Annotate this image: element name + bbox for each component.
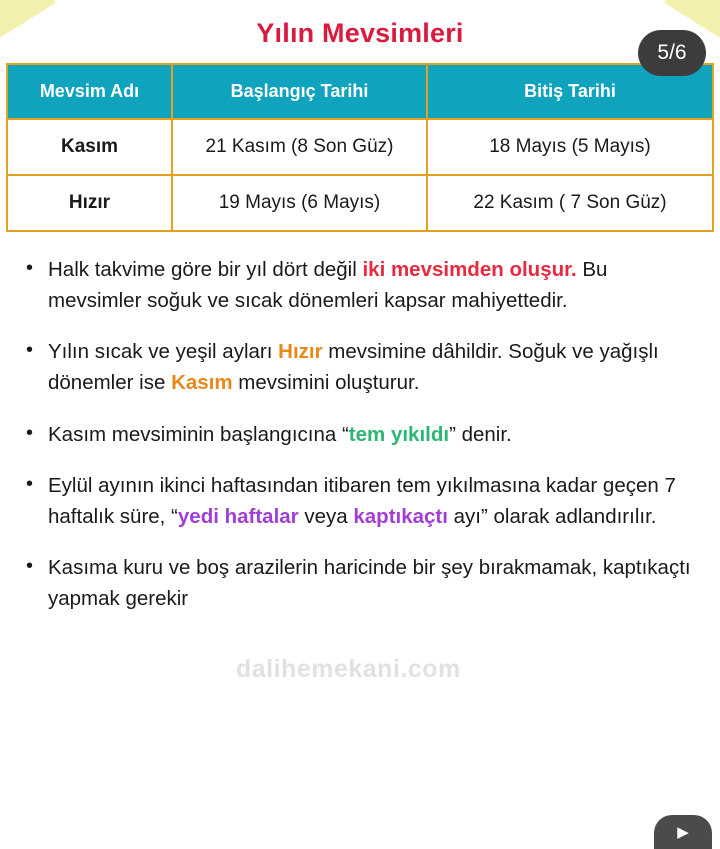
table-header-row bbox=[7, 64, 713, 119]
bullet-highlight: iki mevsimden oluşur. bbox=[362, 258, 577, 281]
bullet-text: Kasım mevsiminin başlangıcına “ bbox=[48, 422, 349, 446]
table-cell-end-date: 18 Mayıs (5 Mayıs) bbox=[427, 119, 713, 175]
table-cell-start-date: 21 Kasım (8 Son Güz) bbox=[172, 119, 427, 175]
bullet-text: Yılın sıcak ve yeşil ayları bbox=[48, 340, 279, 364]
bullet-item bbox=[26, 336, 706, 398]
corner-widget[interactable]: ▶ bbox=[654, 815, 712, 849]
bullet-text: veya bbox=[298, 504, 354, 528]
table-row bbox=[7, 175, 713, 231]
seasons-table bbox=[6, 63, 714, 232]
bullet-text: Bu mevsimler soğuk ve sıcak dönemleri kapsar mahiyettedir. bbox=[48, 258, 608, 313]
bullet-highlight: tem yıkıldı bbox=[348, 422, 450, 446]
bullet-item bbox=[26, 254, 706, 316]
table-cell-season-name: Kasım bbox=[7, 119, 172, 175]
bullet-highlight: Kasım bbox=[171, 371, 233, 395]
bullet-text: mevsimini oluşturur. bbox=[232, 371, 420, 395]
bullet-list bbox=[0, 254, 720, 614]
table-cell-end-date: 22 Kasım ( 7 Son Güz) bbox=[427, 175, 713, 231]
bullet-highlight: Hızır bbox=[278, 340, 323, 364]
bullet-item bbox=[26, 552, 706, 614]
bullet-text: Kasıma kuru ve boş arazilerin haricinde bir şey bırakmamak, kaptıkaçtı yapmak gerekir bbox=[48, 556, 691, 611]
table-header-cell: Başlangıç Tarihi bbox=[172, 64, 427, 119]
table-cell-start-date: 19 Mayıs (6 Mayıs) bbox=[172, 175, 427, 231]
bullet-text: Eylül ayının ikinci haftasından itibaren tem yıkılmasına kadar geçen 7 haftalık süre, “ bbox=[48, 473, 676, 528]
bullet-item bbox=[26, 470, 706, 532]
bullet-text: ayı” olarak adlandırılır. bbox=[447, 504, 657, 528]
table-header-cell: Mevsim Adı bbox=[7, 64, 172, 119]
page-indicator-badge: 5/6 bbox=[638, 30, 706, 76]
table-header-cell: Bitiş Tarihi bbox=[427, 64, 713, 119]
bullet-text: Halk takvime göre bir yıl dört değil bbox=[48, 258, 363, 281]
table-row bbox=[7, 119, 713, 175]
bullet-highlight: yedi haftalar bbox=[177, 504, 299, 528]
watermark: dalihemekani.com bbox=[236, 655, 461, 683]
table-cell-season-name: Hızır bbox=[7, 175, 172, 231]
page-title: Yılın Mevsimleri bbox=[256, 18, 464, 48]
bullet-item bbox=[26, 419, 706, 450]
bullet-text: ” denir. bbox=[449, 422, 512, 446]
bullet-text: mevsimine dâhildir. Soğuk ve yağışlı dönemler ise bbox=[48, 340, 659, 395]
bullet-highlight: kaptıkaçtı bbox=[353, 504, 448, 528]
